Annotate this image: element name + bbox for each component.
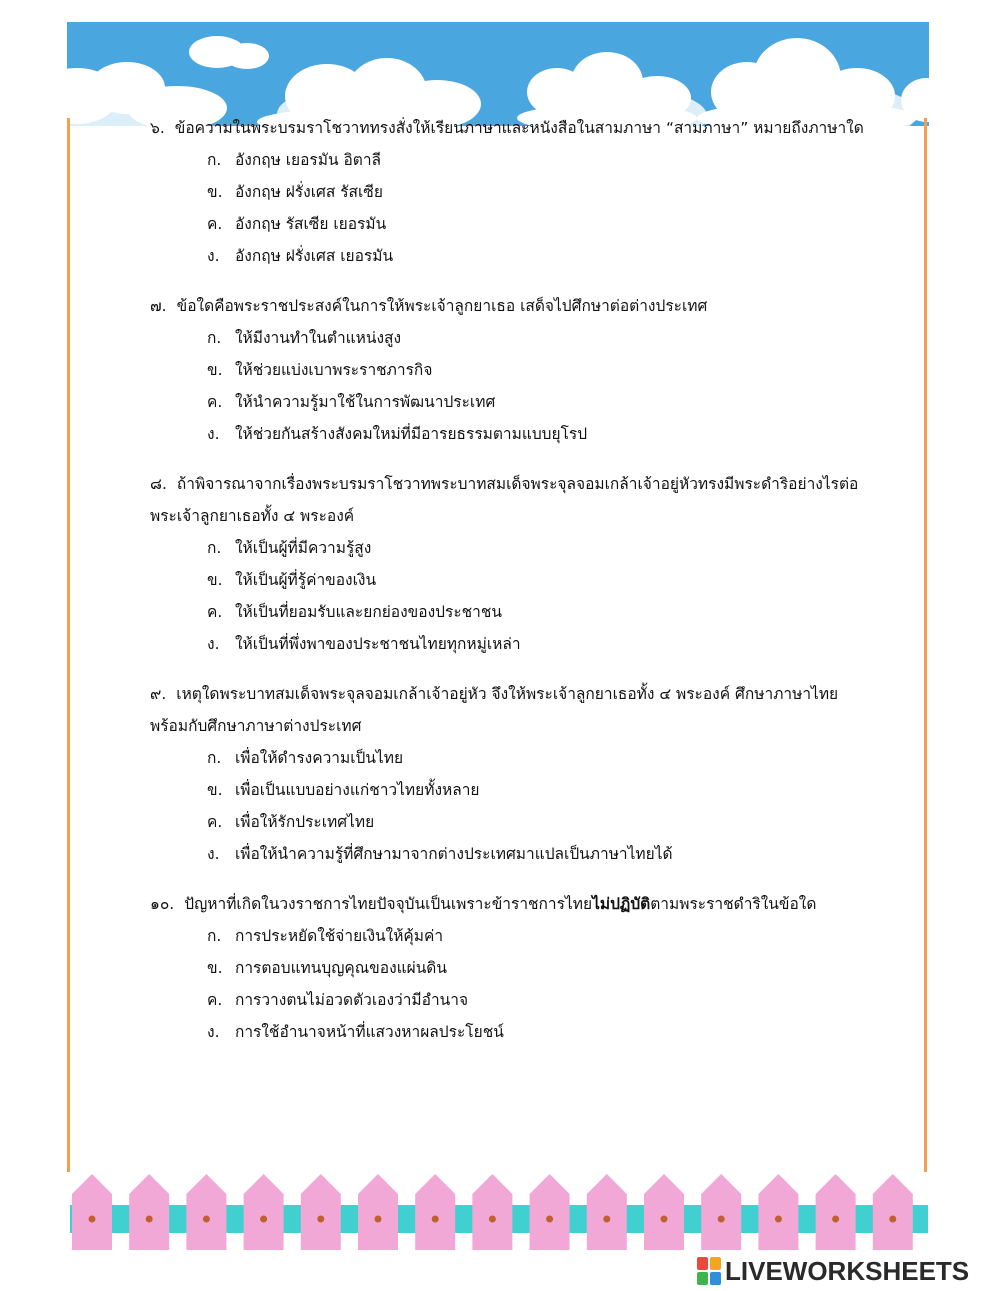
frame-left-border [67, 118, 70, 1172]
fence-post [186, 1174, 226, 1250]
choice-row [150, 984, 890, 1016]
choice-text: การวางตนไม่อวดตัวเองว่ามีอำนาจ [234, 991, 469, 1009]
fence-post-dot [146, 1216, 153, 1223]
fence-post [644, 1174, 684, 1250]
choice-label: ข. [207, 571, 223, 589]
choice-row [150, 176, 890, 208]
choice-label: ก. [207, 151, 222, 169]
choice-text: ให้ช่วยกันสร้างสังคมใหม่ที่มีอารยธรรมตามแบบยุโรป [234, 425, 588, 443]
choice-text: ให้เป็นที่ยอมรับและยกย่องของประชาชน [234, 603, 502, 621]
choice-label: ก. [207, 927, 222, 945]
fence-post [587, 1174, 627, 1250]
choice-text: เพื่อให้ดำรงความเป็นไทย [234, 749, 404, 767]
choice-label: ก. [207, 539, 222, 557]
frame-right-border [924, 118, 927, 1172]
choice-row [150, 838, 890, 870]
fence-post [816, 1174, 856, 1250]
choice-text: การประหยัดใช้จ่ายเงินให้คุ้มค่า [234, 927, 444, 945]
choice-label: ง. [207, 1023, 220, 1041]
fence-post-dot [317, 1216, 324, 1223]
choice-row [150, 564, 890, 596]
question-7 [150, 290, 890, 450]
fence-post [244, 1174, 284, 1250]
fence-post [873, 1174, 913, 1250]
fence-post [530, 1174, 570, 1250]
fence-post [129, 1174, 169, 1250]
choice-label: ค. [207, 603, 223, 621]
question-number: ๙. [150, 685, 167, 703]
choice-label: ง. [207, 635, 220, 653]
question-9 [150, 678, 890, 870]
choice-row [150, 418, 890, 450]
choice-label: ข. [207, 361, 223, 379]
choice-row [150, 386, 890, 418]
fence-post-dot [889, 1216, 896, 1223]
choice-row [150, 532, 890, 564]
question-text: เหตุใดพระบาทสมเด็จพระจุลจอมเกล้าเจ้าอยู่หัว จึงให้พระเจ้าลูกยาเธอทั้ง ๔ พระองค์ ศึกษาภาษาไทย [176, 685, 839, 703]
logo-mark-icon [697, 1257, 721, 1285]
fence-post-dot [603, 1216, 610, 1223]
choice-row [150, 596, 890, 628]
question-text-continued: พระเจ้าลูกยาเธอทั้ง ๔ พระองค์ [150, 507, 355, 525]
fence-post-dot [203, 1216, 210, 1223]
question-text-continued: พร้อมกับศึกษาภาษาต่างประเทศ [150, 717, 362, 735]
question-list [150, 112, 890, 1066]
choice-label: ง. [207, 247, 220, 265]
choice-label: ข. [207, 959, 223, 977]
choice-row [150, 920, 890, 952]
choice-row [150, 322, 890, 354]
choice-label: ค. [207, 991, 223, 1009]
choice-text: เพื่อให้รักประเทศไทย [234, 813, 375, 831]
question-10 [150, 888, 890, 1048]
question-number: ๑๐. [150, 895, 175, 913]
fence-post [701, 1174, 741, 1250]
fence-post-dot [432, 1216, 439, 1223]
question-8 [150, 468, 890, 660]
choice-row [150, 742, 890, 774]
sky-clouds-banner [67, 22, 929, 126]
fence-post [758, 1174, 798, 1250]
choice-text: ให้นำความรู้มาใช้ในการพัฒนาประเทศ [234, 393, 496, 411]
choice-row [150, 208, 890, 240]
picket-fence-decoration [70, 1172, 928, 1252]
choice-text: ให้เป็นผู้ที่รู้ค่าของเงิน [234, 571, 377, 589]
fence-post [358, 1174, 398, 1250]
choice-row [150, 952, 890, 984]
logo-mark-tile [710, 1257, 721, 1270]
choice-row [150, 774, 890, 806]
choice-label: ค. [207, 215, 223, 233]
choice-label: ก. [207, 749, 222, 767]
fence-post-dot [718, 1216, 725, 1223]
choice-text: การใช้อำนาจหน้าที่แสวงหาผลประโยชน์ [234, 1023, 504, 1041]
logo-mark-tile [710, 1272, 721, 1285]
choice-text: ให้เป็นผู้ที่มีความรู้สูง [234, 539, 372, 557]
choice-row [150, 806, 890, 838]
choice-label: ก. [207, 329, 222, 347]
fence-post-dot [375, 1216, 382, 1223]
logo-mark-tile [697, 1257, 708, 1270]
choice-text: ให้มีงานทำในตำแหน่งสูง [234, 329, 402, 347]
choice-label: ค. [207, 393, 223, 411]
logo-mark-tile [697, 1272, 708, 1285]
choice-label: ข. [207, 183, 223, 201]
choice-text: อังกฤษ เยอรมัน อิตาลี [234, 151, 382, 169]
choice-row [150, 354, 890, 386]
choice-text: อังกฤษ ฝรั่งเศส รัสเซีย [234, 183, 383, 201]
question-text: ปัญหาที่เกิดในวงราชการไทยปัจจุบันเป็นเพราะข้าราชการไทย [184, 895, 593, 913]
fence-post-dot [546, 1216, 553, 1223]
fence-post [415, 1174, 455, 1250]
question-text: ข้อใดคือพระราชประสงค์ในการให้พระเจ้าลูกยาเธอ เสด็จไปศึกษาต่อต่างประเทศ [176, 297, 708, 315]
choice-text: การตอบแทนบุญคุณของแผ่นดิน [234, 959, 447, 977]
choice-label: ค. [207, 813, 223, 831]
question-number: ๗. [150, 297, 167, 315]
choice-text: ให้ช่วยแบ่งเบาพระราชภารกิจ [234, 361, 433, 379]
choice-label: ง. [207, 845, 220, 863]
fence-post-dot [260, 1216, 267, 1223]
question-6 [150, 112, 890, 272]
question-text-end: ตามพระราชดำริในข้อใด [650, 895, 817, 913]
question-text: ถ้าพิจารณาจากเรื่องพระบรมราโชวาทพระบาทสมเด็จพระจุลจอมเกล้าเจ้าอยู่หัวทรงมีพระดำริอย่างไรต่อ [176, 475, 859, 493]
liveworksheets-logo [697, 1254, 969, 1288]
choice-text: เพื่อให้นำความรู้ที่ศึกษามาจากต่างประเทศมาแปลเป็นภาษาไทยได้ [234, 845, 673, 863]
choice-row [150, 240, 890, 272]
fence-post [472, 1174, 512, 1250]
choice-label: ง. [207, 425, 220, 443]
choice-text: ให้เป็นที่พึ่งพาของประชาชนไทยทุกหมู่เหล่า [234, 635, 521, 653]
choice-row [150, 144, 890, 176]
logo-text: LIVEWORKSHEETS [725, 1255, 970, 1286]
choice-row [150, 1016, 890, 1048]
question-text-emphasis: ไม่ปฏิบัติ [592, 895, 651, 913]
fence-post-dot [832, 1216, 839, 1223]
question-text: ข้อความในพระบรมราโชวาททรงสั่งให้เรียนภาษาและหนังสือในสามภาษา “สามภาษา” หมายถึงภาษาใด [174, 119, 864, 137]
choice-text: เพื่อเป็นแบบอย่างแก่ชาวไทยทั้งหลาย [234, 781, 480, 799]
choice-label: ข. [207, 781, 223, 799]
fence-post-dot [489, 1216, 496, 1223]
question-number: ๘. [150, 475, 167, 493]
fence-post-dot [89, 1216, 96, 1223]
fence-post [72, 1174, 112, 1250]
choice-row [150, 628, 890, 660]
fence-post [301, 1174, 341, 1250]
question-number: ๖. [150, 119, 165, 137]
choice-text: อังกฤษ รัสเซีย เยอรมัน [234, 215, 387, 233]
fence-post-dot [661, 1216, 668, 1223]
choice-text: อังกฤษ ฝรั่งเศส เยอรมัน [234, 247, 394, 265]
fence-post-dot [775, 1216, 782, 1223]
